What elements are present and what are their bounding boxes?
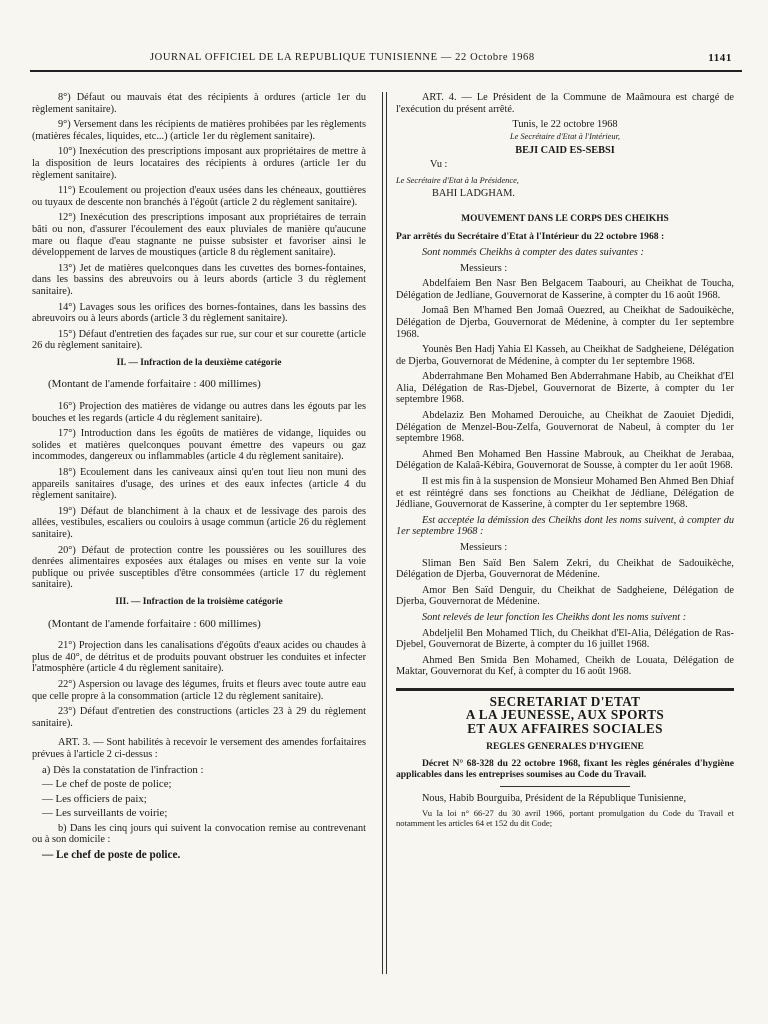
ministry-title-line: A LA JEUNESSE, AUX SPORTS xyxy=(465,707,665,723)
fine-amount: (Montant de l'amende forfaitaire : 600 millimes) xyxy=(48,617,261,630)
article-3-a: a) Dès la constatation de l'infraction : xyxy=(42,763,204,776)
dismissal-item: Abdeljelil Ben Mohamed Tlich, du Cheikhat d'El-Alia, Délégation de Ras-Djebel, Gouvernorat de Bizerte, à compter du 16 juillet 1968. xyxy=(396,627,734,651)
article-4: ART. 4. — Le Président de la Commune de Maâmoura est chargé de l'exécution du présent arrêté. xyxy=(396,92,734,115)
decree-title: Décret N° 68-328 du 22 octobre 1968, fixant les règles générales d'hygiène applicables dans les entreprises soumises au Code du Travail. xyxy=(396,757,734,780)
messieurs-label: Messieurs : xyxy=(460,542,508,553)
signatory-name: BAHI LADGHAM. xyxy=(432,188,515,200)
nomination-item: Abdelaziz Ben Mohamed Derouiche, au Cheikhat de Zaouiet Djedidi, Délégation de Menzel-Bou-Zelfa, Gouvernorat de Nabeul, à compter du 1er septembre 1968. xyxy=(396,410,734,445)
authority-item-last: — Le chef de poste de police. xyxy=(42,849,181,862)
nomination-item: Abderrahmane Ben Mohamed Ben Abderrahmane Habib, au Cheikhat d'El Alia, Délégation de Ras-Djebel, Gouvernorat de Bizerte, à compter du 1er septembre 1968. xyxy=(396,371,734,406)
resignation-intro: Est acceptée la démission des Cheikhs dont les noms suivent, à compter du 1er septembre 1968 : xyxy=(396,514,734,538)
infraction-item: 9°) Versement dans les récipients de matières prohibées par les règlements (matières fécales, liquides, etc...) (article 1er du règlement sanitaire). xyxy=(32,119,366,142)
article-3: ART. 3. — Sont habilités à recevoir le versement des amendes forfaitaires prévues à l'article 2 ci-dessus : xyxy=(32,737,366,760)
nomination-item: Abdelfaiem Ben Nasr Ben Belgacem Taabouri, au Cheikhat de Toucha, Délégation de Jedliane, Gouvernorat de Kasserine, à compter du 16 août 1968. xyxy=(396,278,734,301)
column-divider xyxy=(382,92,383,974)
infraction-item: 17°) Introduction dans les égoûts de matières de vidange, liquides ou solides et matières quelconques pouvant émettre des vapeurs ou gaz incommodes, dangereux ou inflammables (article 4 du règlement sanitaire). xyxy=(32,428,366,463)
nomination-item: Ahmed Ben Mohamed Ben Hassine Mabrouk, au Cheikhat de Jerabaa, Délégation de Kalaâ-Kébira, Gouvernorat de Sousse, à compter du 1er août 1968. xyxy=(396,448,734,472)
vu-label: Vu : xyxy=(430,158,448,170)
ministry-title-line: SECRETARIAT D'ETAT xyxy=(489,693,641,709)
ministry-title xyxy=(396,695,734,735)
fine-amount: (Montant de l'amende forfaitaire : 400 millimes) xyxy=(48,378,261,391)
left-column xyxy=(32,92,366,862)
infraction-item: 11°) Ecoulement ou projection d'eaux usées dans les chéneaux, gouttières ou tuyaux de descente non branchés à l'égoût (article 2 du règlement sanitaire). xyxy=(32,185,366,208)
appointment-intro: Sont nommés Cheikhs à compter des dates suivantes : xyxy=(422,246,644,258)
infraction-item: 19°) Défaut de blanchiment à la chaux et de lessivage des parois des allées, vestibules, escaliers ou couloirs à usage commun (article 26 du règlement sanitaire). xyxy=(32,505,366,540)
infraction-item: 21°) Projection dans les canalisations d'égoûts d'eaux acides ou chaudes à plus de 40°, de détritus et de produits pouvant obstruer les conduites et infecter l'atmosphère (article 4 du règlement sanitaire). xyxy=(32,640,366,675)
infraction-item: 13°) Jet de matières quelconques dans les cuvettes des bornes-fontaines, dans les bassins des abreuvoirs ou à leurs abords (article 3 du règlement sanitaire). xyxy=(32,262,366,297)
header-rule xyxy=(30,70,742,72)
infraction-item: 22°) Aspersion ou lavage des légumes, fruits et fleurs avec toute autre eau que celle propre à la consommation (article 12 du règlement sanitaire). xyxy=(32,678,366,702)
authority-item: — Le chef de poste de police; xyxy=(42,778,172,791)
category-heading: III. — Infraction de la troisième catégorie xyxy=(115,596,283,607)
resignation-item: Sliman Ben Saïd Ben Salem Zekri, du Cheikhat de Sadouikèche, Délégation de Djerba, Gouvernorat de Médenine. xyxy=(396,557,734,581)
authority-item: — Les officiers de paix; xyxy=(42,792,147,805)
ministry-title-line: ET AUX AFFAIRES SOCIALES xyxy=(467,720,663,736)
infraction-item: 10°) Inexécution des prescriptions imposant aux propriétaires de mettre à la disposition de leurs locataires des récipients à ordures (article 1er du règlement sanitaire). xyxy=(32,146,366,181)
category-heading: II. — Infraction de la deuxième catégorie xyxy=(116,357,282,368)
dismissal-item: Ahmed Ben Smida Ben Mohamed, Cheikh de Louata, Délégation de Maktar, Gouvernorat du Kef, à compter du 16 août 1968. xyxy=(396,654,734,678)
decree-intro: Par arrêtés du Secrétaire d'Etat à l'Intérieur du 22 octobre 1968 : xyxy=(396,231,665,243)
date-line: Tunis, le 22 octobre 1968 xyxy=(512,119,618,131)
signatory-title: Le Secrétaire d'Etat à l'Intérieur, xyxy=(509,131,621,141)
nomination-item: Younès Ben Hadj Yahia El Kasseh, au Cheikhat de Sadgheiene, Délégation de Djerba, Gouvernorat de Médenine, à compter du 1er septembre 1968. xyxy=(396,344,734,367)
signatory-name: BEJI CAID ES-SEBSI xyxy=(515,145,615,157)
section-heading: MOUVEMENT DANS LE CORPS DES CHEIKHS xyxy=(461,213,669,224)
signatory-title: Le Secrétaire d'Etat à la Présidence, xyxy=(396,175,519,185)
vu-law: Vu la loi n° 66-27 du 30 avril 1966, portant promulgation du Code du Travail et notamment les articles 64 et 152 du dit Code; xyxy=(396,807,734,828)
resignation-item: Amor Ben Saïd Denguir, du Cheikhat de Sadgheiene, Délégation de Djerba, Gouvernorat de Médenine. xyxy=(396,584,734,608)
infraction-item: 15°) Défaut d'entretien des façades sur rue, sur cour et sur courette (article 26 du règlement sanitaire). xyxy=(32,328,366,352)
section-rule xyxy=(396,688,734,691)
infraction-item: 20°) Défaut de protection contre les poussières ou les souillures des denrées alimentaires exposées aux étalages ou mises en vente sur la voie publique ou privée susceptibles d'être consommées (article 17 du règlement sanitaire). xyxy=(32,544,366,591)
messieurs-label: Messieurs : xyxy=(460,262,508,274)
section-heading: REGLES GENERALES D'HYGIENE xyxy=(486,741,644,753)
infraction-item: 23°) Défaut d'entretien des constructions (articles 23 à 29 du règlement sanitaire). xyxy=(32,706,366,729)
page-number: 1141 xyxy=(708,52,732,64)
infraction-item: 12°) Inexécution des prescriptions imposant aux propriétaires de terrain bâti ou non, d'assurer l'écoulement des eaux pluviales de manière qu'aucune mare ou flaque d'eau stagnante ne puisse subsister et favoriser ainsi le développement de larves de moustiques (article 8 du règlement sanitaire). xyxy=(32,212,366,259)
page-header xyxy=(30,52,740,70)
infraction-item: 16°) Projection des matières de vidange ou autres dans les égouts par les bouches et les regards (article 4 du règlement sanitaire). xyxy=(32,401,366,424)
short-divider xyxy=(500,786,630,787)
infraction-item: 14°) Lavages sous les orifices des bornes-fontaines, dans les bassins des abreuvoirs ou à leurs abords (article 3 du règlement sanitaire). xyxy=(32,301,366,325)
authority-item: — Les surveillants de voirie; xyxy=(42,807,168,820)
infraction-item: 18°) Ecoulement dans les caniveaux ainsi qu'en tout lieu non muni des appareils sanitaires d'usage, des urines et des eaux infectes (article 4 du règlement sanitaire). xyxy=(32,467,366,502)
infraction-item: 8°) Défaut ou mauvais état des récipients à ordures (article 1er du règlement sanitaire). xyxy=(32,92,366,115)
dismissal-intro: Sont relevés de leur fonction les Cheikhs dont les noms suivent : xyxy=(422,611,687,623)
preamble: Nous, Habib Bourguiba, Président de la République Tunisienne, xyxy=(422,793,687,805)
column-divider-second xyxy=(386,92,387,974)
nomination-item: Jomaâ Ben M'hamed Ben Jomaâ Ouezred, au Cheikhat de Sadouikèche, Délégation de Djerba, Gouvernorat de Médenine, à compter du 1er septembre 1968. xyxy=(396,305,734,340)
right-column xyxy=(396,92,734,833)
journal-title: JOURNAL OFFICIEL DE LA REPUBLIQUE TUNISIENNE — 22 Octobre 1968 xyxy=(150,52,535,63)
article-3-b: b) Dans les cinq jours qui suivent la convocation remise au contrevenant ou à son domicile : xyxy=(32,822,366,846)
reinstatement-text: Il est mis fin à la suspension de Monsieur Mohamed Ben Ahmed Ben Dhiaf et est réintégré dans ses fonctions au Cheikhat de Jédliane, Délégation de Jédliane, Gouvernorat de Kasserine, à compter du 1er septembre 1968. xyxy=(396,476,735,511)
